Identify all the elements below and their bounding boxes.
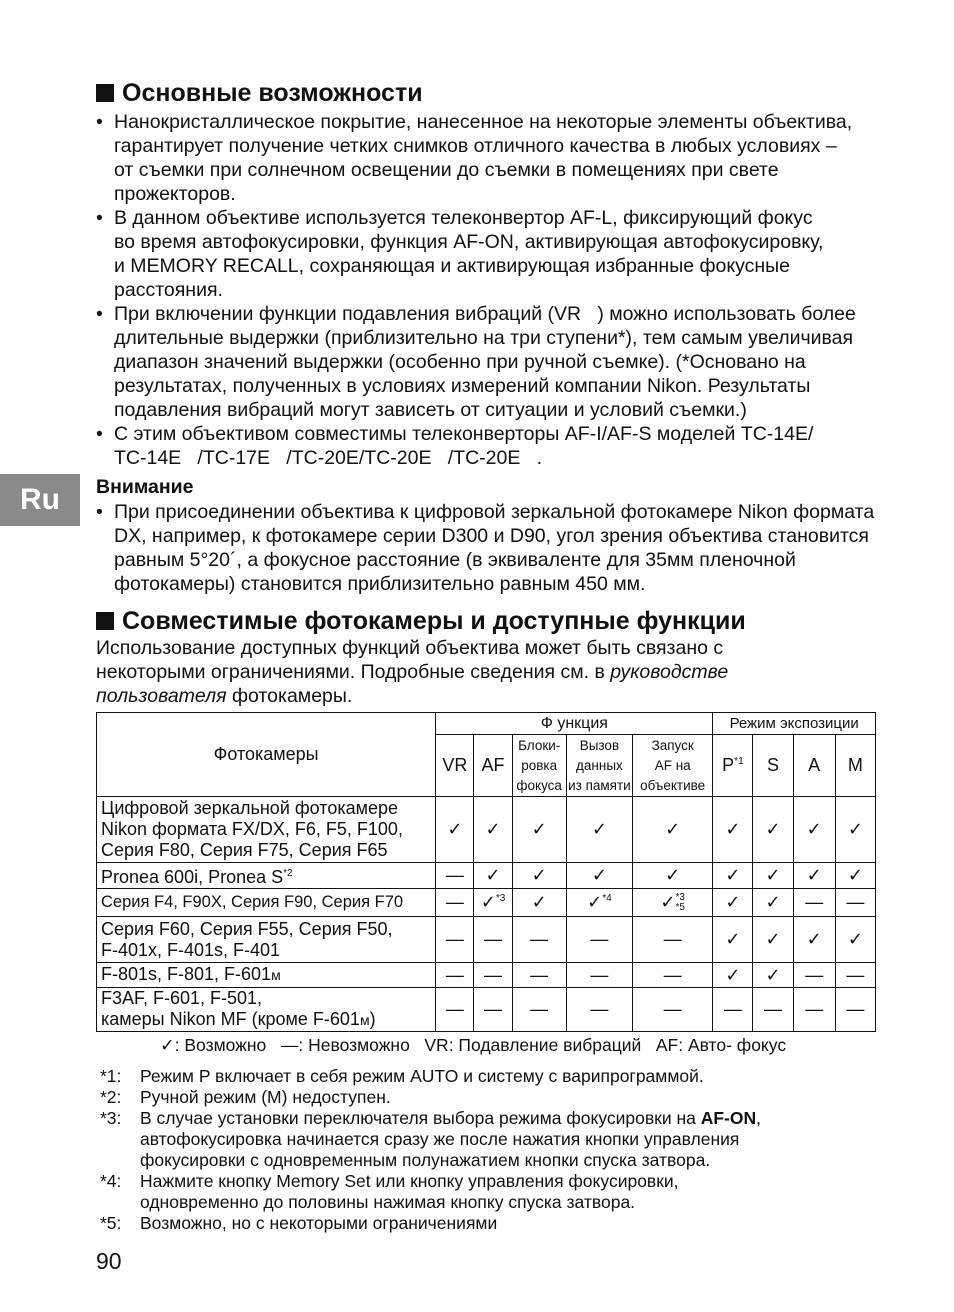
list-item: • Нанокристаллическое покрытие, нанесенное на некоторые элементы объектива, гарантирует получение четких снимков отличного качества в любых условиях – от съемки при солнечном освещении до съемки в помещениях при свете прожекторов. [96,110,886,206]
mark-cell: — [512,988,566,1032]
mark-cell: ✓ *3 *5 [633,889,713,917]
col-focus-lock: Блоки- ровка фокуса [512,735,566,797]
header-cameras: Фотокамеры [97,713,436,797]
mark-cell: — [566,963,632,988]
mark-cell: — [436,963,474,988]
mark-cell: ✓ [474,797,512,863]
camera-cell: Цифровой зеркальной фотокамере Nikon формата FX/DX, F6, F5, F100, Серия F80, Серия F75, Серия F65 [97,797,436,863]
mark-cell: — [793,988,835,1032]
mark-cell: — [633,963,713,988]
mark-cell: ✓ [753,963,793,988]
mark-cell: ✓ [753,889,793,917]
col-vr: VR [436,735,474,797]
mark-cell: ✓ [753,863,793,889]
mark-cell: — [793,963,835,988]
mark-cell: — [436,988,474,1032]
mark-cell: ✓ [835,797,875,863]
col-p: $P^{*1}$ [713,735,753,797]
footnote: *3: В случае установки переключателя выбора режима фокусировки на AF-ON, автофокусировка начинается сразу же после нажатия кнопки управления фокусировки с одновременным полунажатием кнопки спуска затвора. [100,1108,761,1170]
mark-cell: — [835,988,875,1032]
col-a: A [793,735,835,797]
mark-cell: ✓ [512,797,566,863]
mark-cell: — [566,917,632,963]
table-row [97,988,876,1032]
mark-cell: — [512,963,566,988]
table-row [97,797,876,863]
camera-cell: Pronea 600i, Pronea $S^{*2}$ [97,863,436,889]
list-item: • С этим объективом совместимы телеконверторы AF-I/AF-S моделей TC-14E/ TC-14E /TC-17E /TC-20E/TC-20E /TC-20E . [96,422,886,470]
mark-cell: ✓ [713,963,753,988]
mark-cell: — [633,988,713,1032]
compatibility-table [96,712,876,1032]
footnotes [100,1066,900,1234]
features-list [96,110,886,470]
mark-cell: ✓ [436,797,474,863]
table-row [97,889,876,917]
mark-cell: — [566,988,632,1032]
mark-cell: ✓ [713,917,753,963]
list-item: • При включении функции подавления вибраций (VR ) можно использовать более длительные выдержки (приблизительно на три ступени*), тем самым увеличивая диапазон значений выдержки (особенно при ручной съемке). (*Основано на результатах, полученных в условиях измерений компании Nikon. Результаты подавления вибраций могут зависеть от ситуации и условий съемки.) [96,302,886,422]
page-number: 90 [96,1248,122,1274]
mark-cell: — [793,889,835,917]
camera-cell: Серия F4, F90X, Серия F90, Серия F70 [97,889,436,917]
mark-cell: ✓ [753,917,793,963]
footnote: *1: Режим P включает в себя режим AUTO и систему с варипрограммой. [100,1066,704,1086]
note-text [96,500,886,596]
note-heading: Внимание [96,476,194,498]
mark-cell: ✓ [633,863,713,889]
mark-cell: ✓ [566,863,632,889]
section-intro: Использование доступных функций объектива может быть связано с некоторыми ограничениями. Подробные сведения см. в руководстве пользователя фотокамеры. [96,637,729,707]
footnote: *4: Нажмите кнопку Memory Set или кнопку управления фокусировки, одновременно до половины нажимая кнопку спуска затвора. [100,1171,679,1212]
mark-cell: ✓ [793,917,835,963]
mark-cell: ✓ [512,889,566,917]
mark-cell: — [436,863,474,889]
camera-cell: F3AF, F-601, F-501, камеры Nikon MF (кроме F-601м) [97,988,436,1032]
camera-cell: F-801s, F-801, F-601м [97,963,436,988]
col-af-start: Запуск AF на объективе [633,735,713,797]
section-heading-compatible: Совместимые фотокамеры и доступные функции [96,606,746,636]
mark-cell: ✓ [713,863,753,889]
mark-cell: ✓ [713,889,753,917]
mark-cell: — [436,889,474,917]
square-bullet-icon [96,612,114,630]
mark-cell: ✓ [793,863,835,889]
mark-cell: — [512,917,566,963]
mark-cell: — [713,988,753,1032]
mark-cell: ✓ [512,863,566,889]
mark-cell: ✓ [633,797,713,863]
mark-cell: — [436,917,474,963]
mark-cell: — [835,963,875,988]
list-item: • В данном объективе используется телеконвертор AF-L, фиксирующий фокус во время автофокусировки, функция AF-ON, активирующая автофокусировку, и MEMORY RECALL, сохраняющая и активирующая избранные фокусные расстояния. [96,206,886,302]
table-row [97,963,876,988]
mark-cell: ✓ [753,797,793,863]
square-bullet-icon [96,84,114,102]
mark-cell: ✓$^{*4}$ [566,889,632,917]
col-af: AF [474,735,512,797]
camera-cell: Серия F60, Серия F55, Серия F50, F-401x, F-401s, F-401 [97,917,436,963]
table-row [97,863,876,889]
footnote: *5: Возможно, но с некоторыми ограничениями [100,1213,498,1233]
header-exposure: Режим экспозиции [713,713,876,735]
mark-cell: — [835,889,875,917]
table-row [97,917,876,963]
mark-cell: ✓$^{*3}$ [474,889,512,917]
section-heading-features: Основные возможности [96,78,423,108]
language-tab: Ru [0,474,80,526]
col-s: S [753,735,793,797]
mark-cell: — [753,988,793,1032]
footnote: *2: Ручной режим (M) недоступен. [100,1087,391,1107]
mark-cell: — [474,917,512,963]
mark-cell: ✓ [474,863,512,889]
col-m: M [835,735,875,797]
mark-cell: — [474,963,512,988]
mark-cell: ✓ [566,797,632,863]
col-memory-recall: Вызов данных из памяти [566,735,632,797]
list-item: • При присоединении объектива к цифровой зеркальной фотокамере Nikon формата DX, например, к фотокамере серии D300 и D90, угол зрения объектива становится равным 5°20´, а фокусное расстояние (в эквиваленте для 35мм пленочной фотокамеры) становится приблизительно равным 450 мм. [96,500,886,596]
mark-cell: ✓ [835,917,875,963]
table-legend: ✓: Возможно —: Невозможно VR: Подавление вибраций AF: Авто- фокус [160,1035,787,1055]
mark-cell: ✓ [713,797,753,863]
mark-cell: — [474,988,512,1032]
mark-cell: — [633,917,713,963]
header-function: Ф ункция [436,713,713,735]
mark-cell: ✓ [793,797,835,863]
mark-cell: ✓ [835,863,875,889]
